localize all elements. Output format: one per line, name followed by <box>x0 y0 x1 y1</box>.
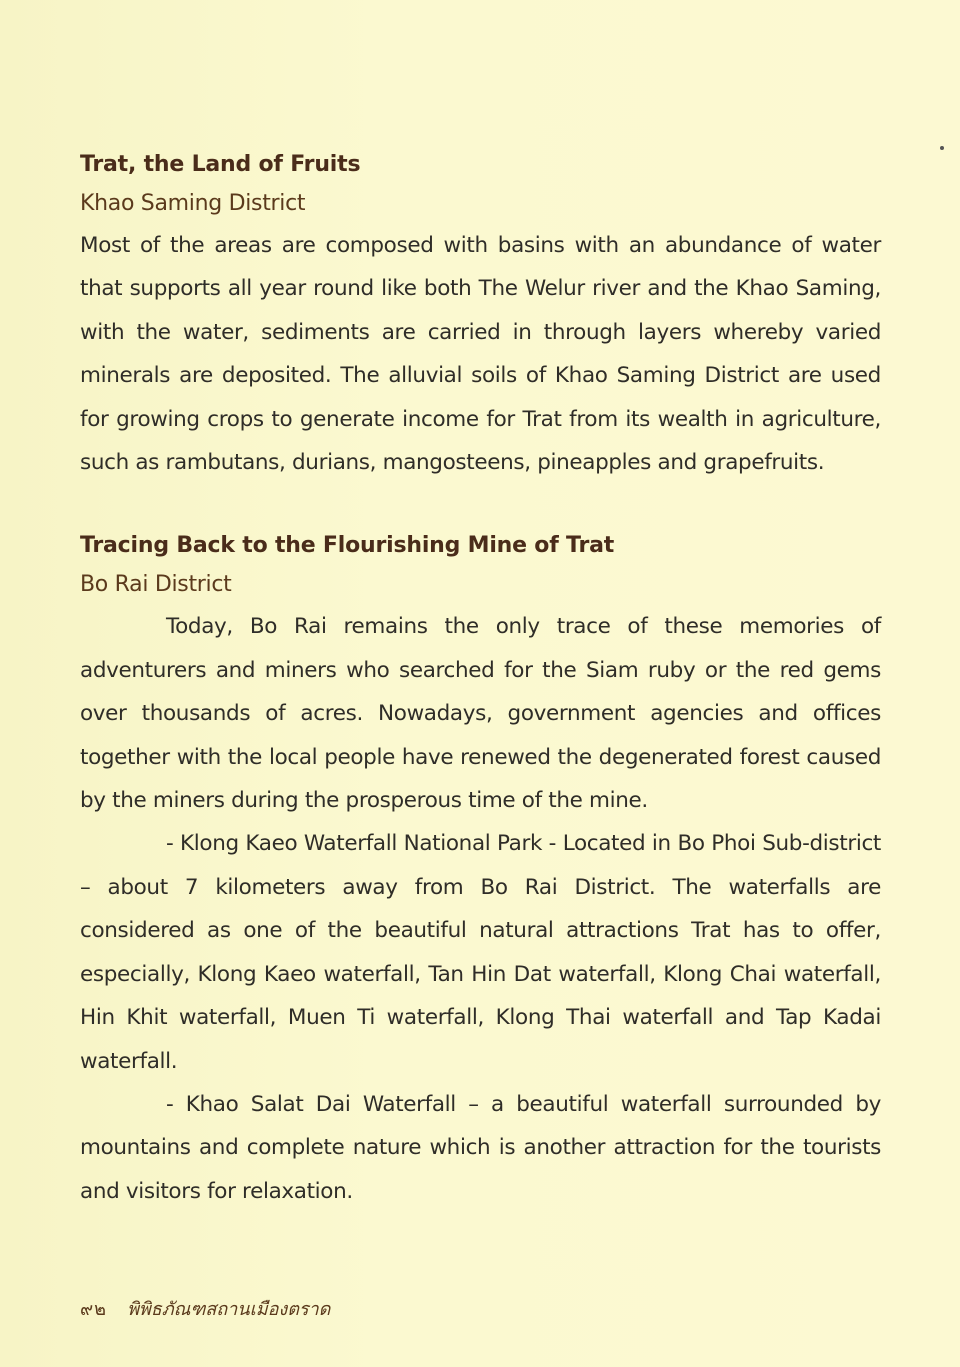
section-gap <box>80 484 881 529</box>
section-subtitle: Bo Rai District <box>80 572 232 598</box>
paragraph-khao-salat-dai: - Khao Salat Dai Waterfall – a beautiful waterfall surrounded by mountains and complete nature which is another attraction for the tourists and visitors for relaxation. <box>80 1091 881 1204</box>
section-title: Tracing Back to the Flourishing Mine of Trat <box>80 533 615 559</box>
paragraph-klong-kaeo: - Klong Kaeo Waterfall National Park - Located in Bo Phoi Sub-district – about 7 kilometers away from Bo Rai District. The waterfalls are considered as one of the beautiful natural attractions Trat has to offer, especially, Klong Kaeo waterfall, Tan Hin Dat waterfall, Klong Chai waterfall, Hin Khit waterfall, Muen Ti waterfall, Klong Thai waterfall and Tap Kadai waterfall. <box>80 831 881 1074</box>
section-subtitle: Khao Saming District <box>80 191 306 216</box>
page-number: ๙๒ <box>80 1298 108 1320</box>
paragraph: Most of the areas are composed with basins with an abundance of water that supports all year round like both The Welur river and the Khao Saming, with the water, sediments are carried in through layers whereby varied minerals are deposited. The alluvial soils of Khao Saming District are used for growing crops to generate income for Trat from its wealth in agriculture, such as rambutans, durians, mangosteens, pineapples and grapefruits. <box>80 233 881 476</box>
page-content <box>80 148 881 1213</box>
section-title: Trat, the Land of Fruits <box>80 152 361 177</box>
page-footer <box>80 1293 330 1323</box>
section-land-of-fruits <box>80 148 881 484</box>
paragraph: Today, Bo Rai remains the only trace of these memories of adventurers and miners who searched for the Siam ruby or the red gems over thousands of acres. Nowadays, government agencies and offices together with the local people have renewed the degenerated forest caused by the miners during the prosperous time of the mine. <box>80 614 881 814</box>
book-title: พิพิธภัณฑสถานเมืองตราด <box>127 1298 331 1320</box>
section-flourishing-mine <box>80 529 881 1213</box>
speck-mark <box>940 146 944 150</box>
